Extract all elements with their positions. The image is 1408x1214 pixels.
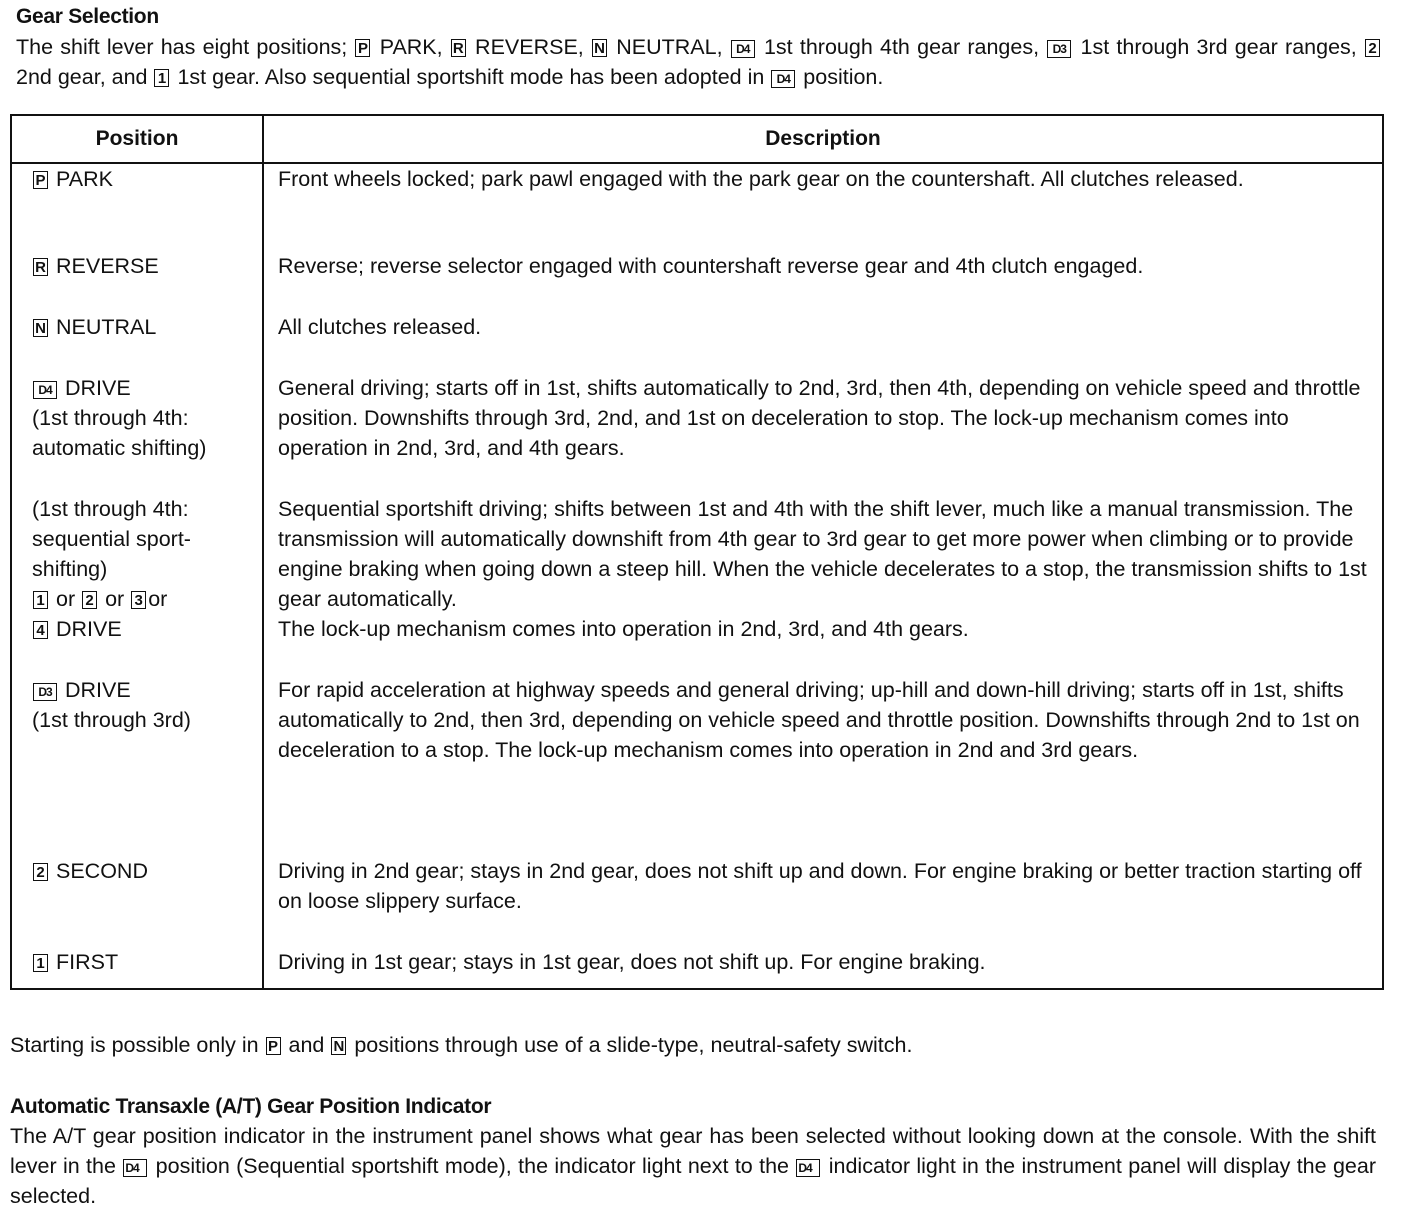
position-cell: N NEUTRAL — [11, 312, 263, 373]
table-row — [11, 856, 1383, 947]
first-key-icon: 1 — [33, 954, 48, 972]
gear-positions-table — [10, 114, 1384, 990]
park-key-icon: P — [33, 171, 48, 189]
second-key-icon: 2 — [82, 591, 97, 609]
first-key-icon: 1 — [154, 69, 169, 87]
position-cell: (1st through 4th: sequential sport- shifting) 1 or 2 or 3 or 4 DRIVE — [11, 494, 263, 675]
park-key-icon: P — [266, 1037, 281, 1055]
table-header-row — [11, 115, 1383, 163]
third-key-icon: 3 — [131, 591, 146, 609]
table-row — [11, 163, 1383, 251]
d3-key-icon: D3 — [33, 683, 57, 701]
table-row — [11, 373, 1383, 494]
table-row — [11, 947, 1383, 989]
d4-key-icon: D4 — [796, 1159, 820, 1177]
position-cell: 2 SECOND — [11, 856, 263, 947]
d3-key-icon: D3 — [1047, 40, 1071, 58]
second-key-icon: 2 — [1365, 39, 1380, 57]
description-column-header: Description — [263, 115, 1383, 163]
position-cell: D4 DRIVE (1st through 4th: automatic shifting) — [11, 373, 263, 494]
reverse-key-icon: R — [33, 258, 48, 276]
starting-note: Starting is possible only in P and N positions through use of a slide-type, neutral-safety switch. — [10, 1033, 913, 1057]
d4-key-icon: D4 — [123, 1159, 147, 1177]
description-cell: Sequential sportshift driving; shifts between 1st and 4th with the shift lever, much like a manual transmission. The transmission will automatically downshift from 4th gear to 3rd gear to get more power when climbing or to provide engine braking when going down a steep hill. When the vehicle decelerates to a stop, the transmission shifts to 1st gear automatically. The lock-up mechanism comes into operation in 2nd, 3rd, and 4th gears. — [278, 497, 1367, 641]
position-column-header: Position — [11, 115, 263, 163]
description-cell: General driving; starts off in 1st, shifts automatically to 2nd, 3rd, then 4th, depending on vehicle speed and throttle position. Downshifts through 3rd, 2nd, and 1st on deceleration to stop. The lock-up mechanism comes into operation in 2nd, 3rd, and 4th gears. — [278, 376, 1361, 460]
position-cell: 1 FIRST — [11, 947, 263, 989]
reverse-key-icon: R — [451, 39, 466, 57]
description-cell: For rapid acceleration at highway speeds and general driving; up-hill and down-hill driving; starts off in 1st, shifts automatically to 2nd, then 3rd, depending on vehicle speed and throttle position. Downshifts through 2nd to 1st on deceleration to a stop. The lock-up mechanism comes into operation in 2nd and 3rd gears. — [278, 678, 1360, 762]
neutral-key-icon: N — [33, 319, 48, 337]
gear-selection-intro: The shift lever has eight positions; P PARK, R REVERSE, N NEUTRAL, D4 1st through 4th gear ranges, D3 1st through 3rd gear ranges, 2 2nd gear, and 1 1st gear. Also sequential sportshift mode has been adopted in D4 position. — [16, 32, 1382, 92]
gear-selection-heading: Gear Selection — [16, 5, 159, 28]
neutral-key-icon: N — [592, 39, 607, 57]
indicator-text: The A/T gear position indicator in the instrument panel shows what gear has been selected without looking down at the console. With the shift lever in the D4 position (Sequential sportshift mode), the indicator light next to the D4 indicator light in the instrument panel will display the gear selected. — [10, 1124, 1376, 1208]
table-row — [11, 312, 1383, 373]
position-cell: P PARK — [11, 163, 263, 251]
table-row — [11, 675, 1383, 856]
indicator-heading: Automatic Transaxle (A/T) Gear Position Indicator — [10, 1095, 492, 1118]
d4-key-icon: D4 — [771, 70, 795, 88]
d4-key-icon: D4 — [731, 40, 755, 58]
park-key-icon: P — [355, 39, 370, 57]
first-key-icon: 1 — [33, 591, 48, 609]
description-cell: All clutches released. — [278, 315, 482, 339]
fourth-key-icon: 4 — [33, 621, 48, 639]
d4-key-icon: D4 — [33, 381, 57, 399]
position-cell: D3 DRIVE (1st through 3rd) — [11, 675, 263, 856]
position-cell: R REVERSE — [11, 251, 263, 312]
description-cell: Reverse; reverse selector engaged with countershaft reverse gear and 4th clutch engaged. — [278, 254, 1144, 278]
description-cell: Driving in 2nd gear; stays in 2nd gear, does not shift up and down. For engine braking or better traction starting off on loose slippery surface. — [278, 859, 1362, 913]
neutral-key-icon: N — [331, 1037, 346, 1055]
description-cell: Front wheels locked; park pawl engaged with the park gear on the countershaft. All clutches released. — [278, 167, 1244, 191]
table-row — [11, 251, 1383, 312]
table-row — [11, 494, 1383, 675]
description-cell: Driving in 1st gear; stays in 1st gear, does not shift up. For engine braking. — [278, 950, 986, 974]
second-key-icon: 2 — [33, 863, 48, 881]
